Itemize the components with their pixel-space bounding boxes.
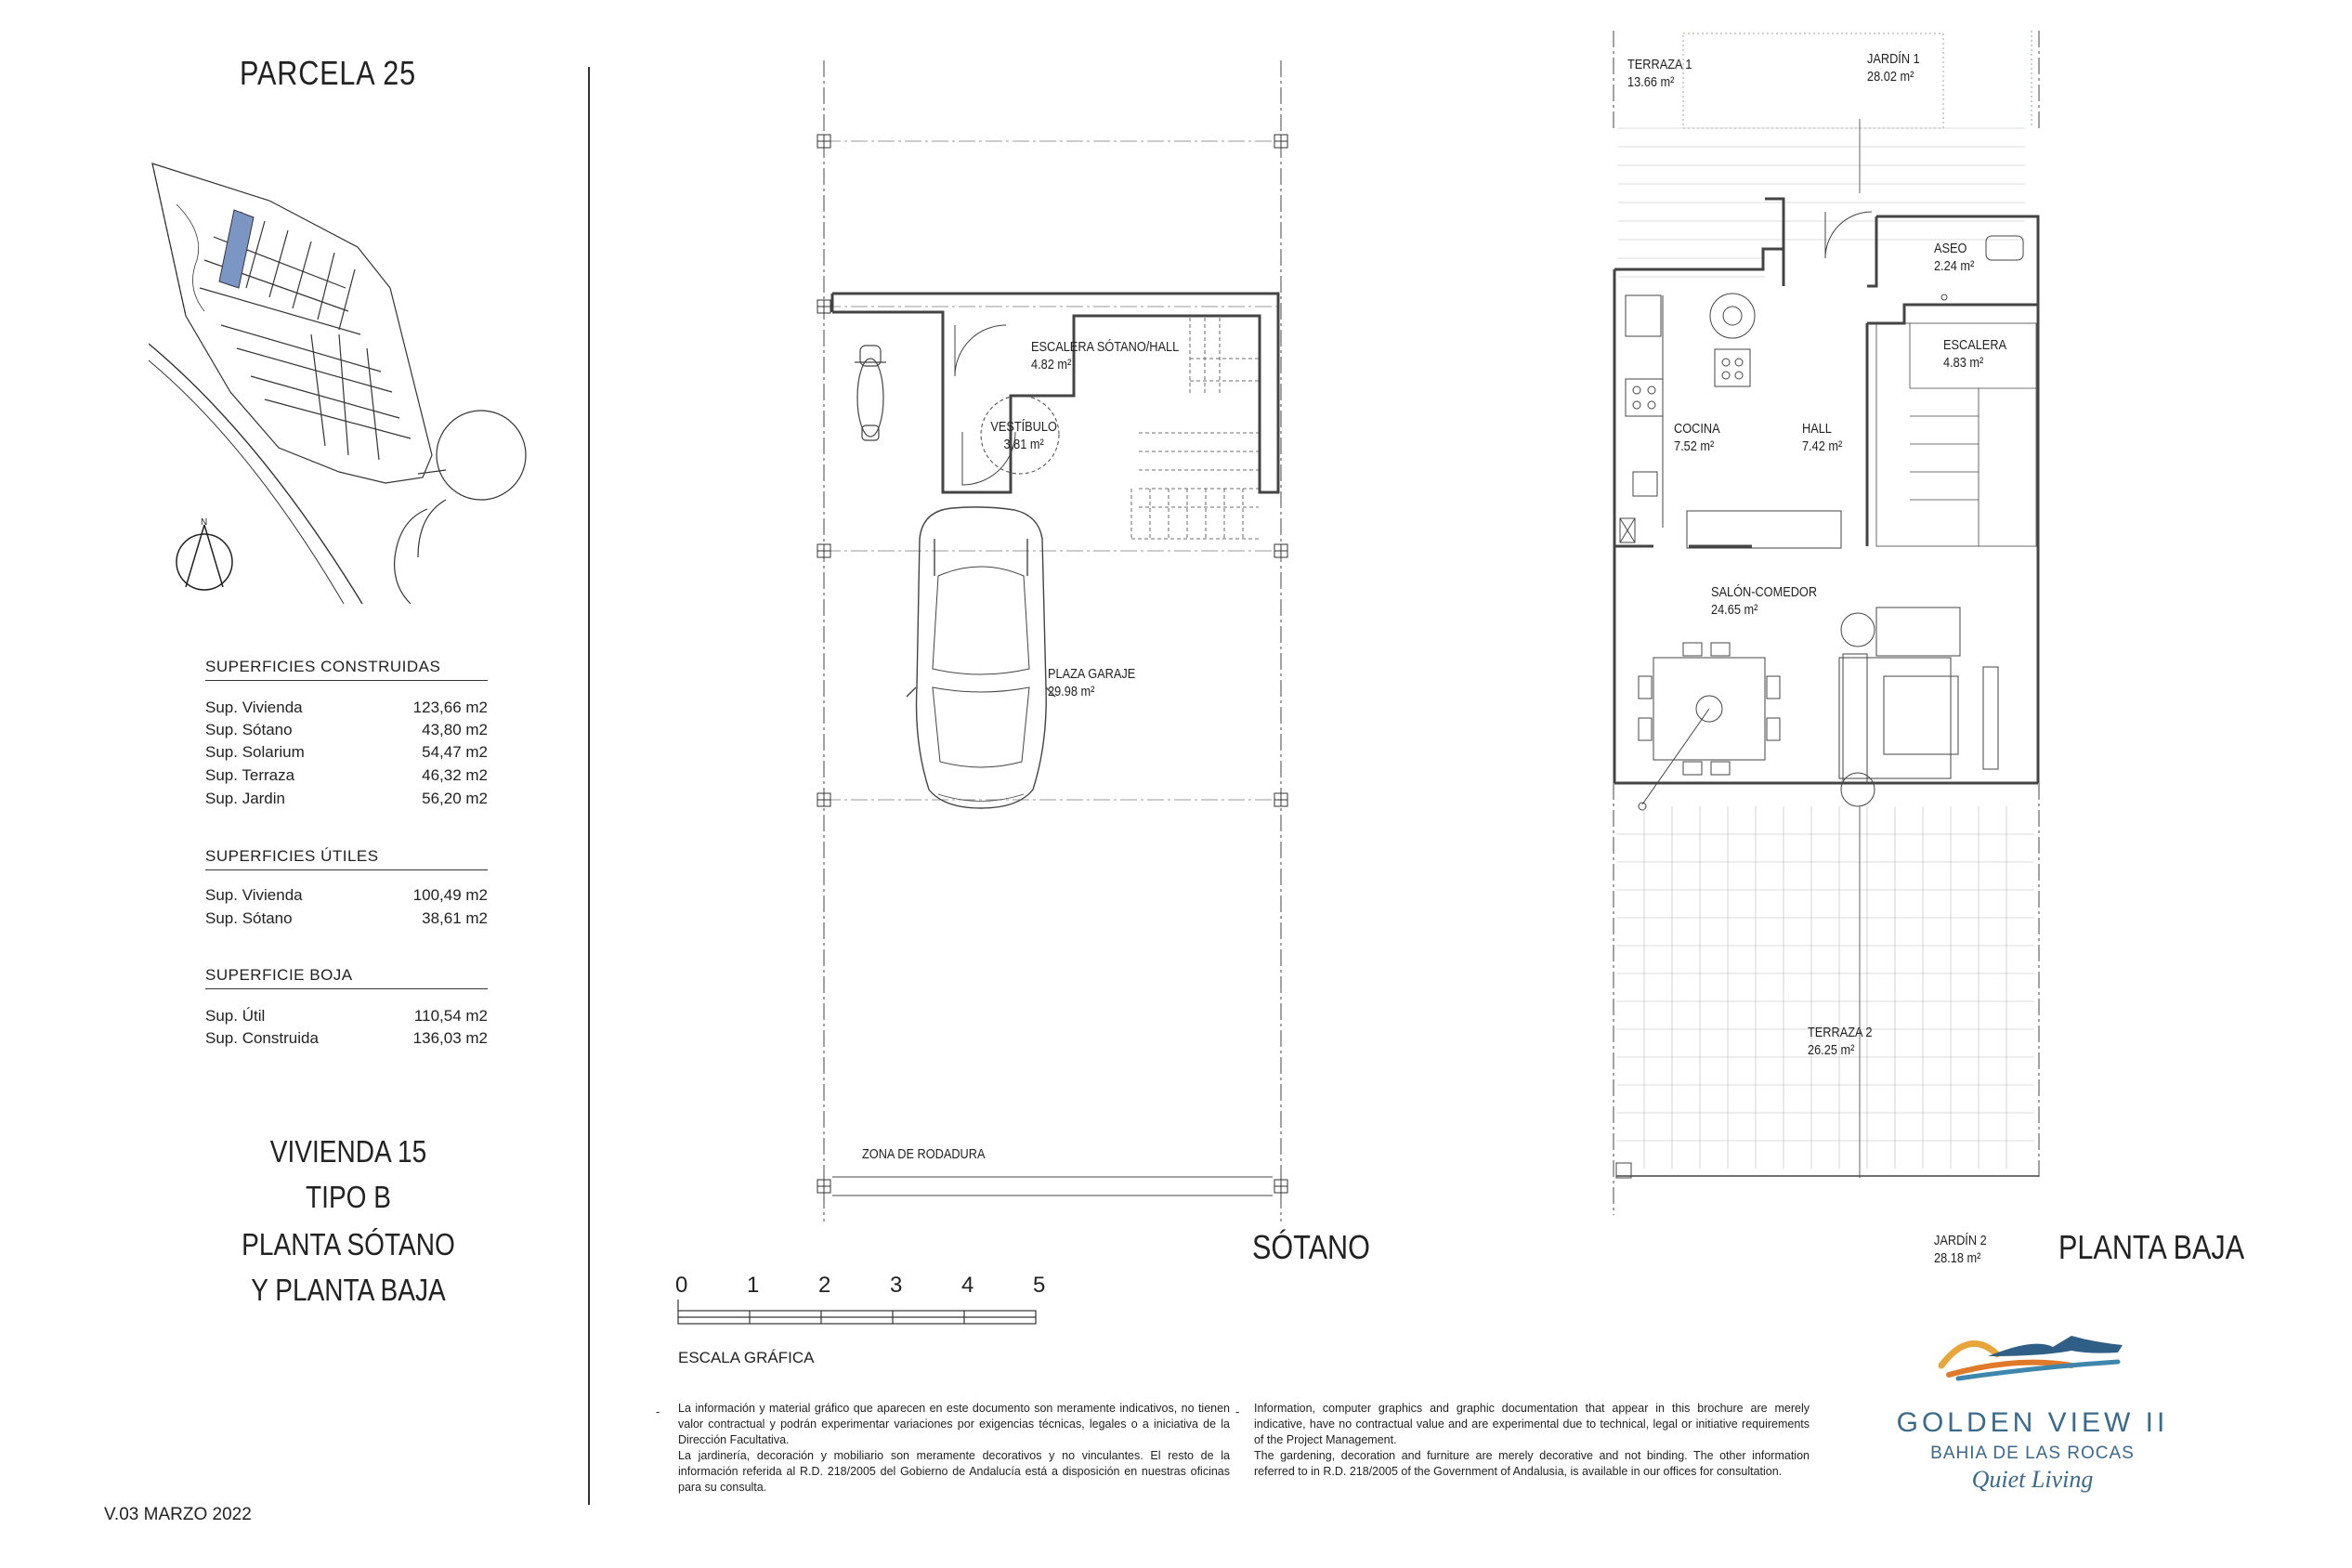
version-label: V.03 MARZO 2022 (104, 1505, 252, 1524)
boja-title: SUPERFICIE BOJA (205, 966, 488, 989)
area-row (205, 909, 488, 928)
room-area: 2.24 m² (1934, 258, 1975, 274)
area-label: Sup. Jardin (205, 790, 285, 807)
construidas-title: SUPERFICIES CONSTRUIDAS (205, 658, 488, 681)
area-value: 54,47 m2 (422, 743, 488, 761)
unit-line4: Y PLANTA BAJA (251, 1273, 446, 1307)
room-area: 7.42 m² (1802, 438, 1843, 454)
cocina-label (1674, 420, 1720, 455)
room-area: 29.98 m² (1048, 684, 1095, 699)
room-area: 28.18 m² (1934, 1250, 1981, 1266)
golden-view-logo-icon (1932, 1319, 2136, 1384)
room-area: 13.66 m² (1627, 74, 1675, 90)
site-plan (149, 149, 557, 613)
area-value: 38,61 m2 (422, 909, 488, 927)
legal-text-es: La información y material gráfico que aparecen en este documento son meramente indicativos, no tienen valor contractual y podrán experimentar variaciones por exigencias técnicas, legales o a iniciativa de la Dirección Facultativa. La jardinería, decoración y mobiliario son meramente decorativos y no vinculantes. El resto de la información referida al R.D. 218/2005 del Gobierno de Andalucía está a disposición en nuestras oficinas para su consulta. (678, 1402, 1230, 1494)
room-name: JARDÍN 1 (1867, 51, 1920, 67)
scale-label: ESCALA GRÁFICA (678, 1349, 815, 1366)
room-area: 24.65 m² (1711, 602, 1758, 618)
room-name: TERRAZA 1 (1627, 57, 1692, 72)
area-value: 56,20 m2 (422, 790, 488, 807)
room-area: 28.02 m² (1867, 69, 1914, 85)
sotano-plan (799, 56, 1319, 1226)
room-area: 4.83 m² (1943, 355, 1984, 371)
escalera-label (1943, 336, 2006, 372)
area-value: 43,80 m2 (422, 721, 488, 738)
unit-line1: VIVIENDA 15 (269, 1134, 427, 1169)
scale-tick: 0 (675, 1273, 688, 1298)
planta-baja-title: PLANTA BAJA (2058, 1228, 2245, 1266)
scale-tick: 4 (961, 1273, 974, 1298)
room-name: PLAZA GARAJE (1048, 666, 1136, 682)
scale-tick: 3 (890, 1273, 903, 1298)
area-value: 123,66 m2 (412, 699, 488, 716)
jardin1-label (1867, 50, 1920, 85)
legal-bullet-es: - (656, 1405, 660, 1418)
room-name: ESCALERA SÓTANO/HALL (1031, 339, 1180, 355)
scale-tick: 5 (1033, 1273, 1046, 1298)
area-row (205, 766, 488, 785)
room-area: 7.52 m² (1674, 438, 1715, 454)
area-row (205, 886, 488, 905)
area-value: 110,54 m2 (413, 1007, 488, 1025)
scale-tick: 1 (747, 1273, 760, 1298)
area-row (205, 1029, 488, 1048)
room-name: TERRAZA 2 (1808, 1025, 1873, 1040)
area-row (205, 699, 488, 717)
unit-line2: TIPO B (306, 1180, 391, 1214)
room-name: VESTÍBULO (990, 419, 1057, 435)
vestibulo-label (990, 418, 1057, 453)
terraza2-label (1808, 1024, 1872, 1059)
parcela-title: PARCELA 25 (240, 54, 416, 92)
room-name: HALL (1802, 421, 1832, 437)
salon-label (1711, 583, 1817, 619)
room-name: COCINA (1674, 421, 1720, 437)
brand-subtitle: BAHIA DE LAS ROCAS (1930, 1444, 2135, 1463)
area-row (205, 721, 488, 739)
area-label: Sup. Sótano (205, 909, 293, 927)
area-row (205, 1007, 488, 1026)
area-label: Sup. Sótano (205, 721, 293, 738)
aseo-label (1934, 240, 1974, 275)
north-label: N (201, 517, 208, 528)
area-row (205, 743, 488, 762)
room-area: 3.81 m² (1003, 437, 1044, 452)
sotano-title: SÓTANO (1252, 1228, 1370, 1266)
brand-tagline: Quiet Living (1971, 1466, 2094, 1493)
hall-label (1802, 420, 1842, 455)
area-label: Sup. Construida (205, 1029, 319, 1047)
jardin2-label (1934, 1232, 1987, 1267)
room-area: 4.82 m² (1031, 357, 1072, 372)
room-name: JARDÍN 2 (1934, 1233, 1987, 1248)
rodadura-label: ZONA DE RODADURA (862, 1146, 986, 1162)
escalera-sotano-label (1031, 338, 1179, 373)
scale-tick: 2 (818, 1273, 831, 1298)
room-name: ASEO (1934, 241, 1967, 256)
area-label: Sup. Útil (205, 1007, 266, 1025)
scale-bar (676, 1296, 1048, 1333)
divider-line (588, 67, 590, 1505)
area-label: Sup. Vivienda (205, 886, 303, 904)
north-arrow-icon (176, 525, 232, 590)
brand-name: GOLDEN VIEW II (1896, 1407, 2169, 1438)
legal-bullet-en: - (1235, 1405, 1240, 1418)
room-name: SALÓN-COMEDOR (1711, 584, 1818, 600)
area-value: 100,49 m2 (412, 886, 488, 904)
area-label: Sup. Terraza (205, 766, 295, 784)
utiles-title: SUPERFICIES ÚTILES (205, 847, 488, 870)
area-label: Sup. Solarium (205, 743, 305, 761)
garaje-label (1048, 665, 1135, 700)
area-value: 136,03 m2 (412, 1029, 488, 1047)
legal-text-en: Information, computer graphics and graphic documentation that appear in this brochure are merely indicative, have no contractual value and are experimental due to technical, legal or initiative requirements of the Project Management. The gardening, decoration and furniture are merely decorative and not binding. The other information referred to in R.D. 218/2005 of the Government of Andalusia, is available in our offices for consultation. (1254, 1402, 1810, 1478)
area-label: Sup. Vivienda (205, 699, 303, 716)
area-value: 46,32 m2 (422, 766, 488, 784)
area-row (205, 790, 488, 808)
terraza1-label (1627, 56, 1692, 91)
room-name: ESCALERA (1943, 337, 2007, 353)
room-area: 26.25 m² (1808, 1042, 1855, 1058)
unit-line3: PLANTA SÓTANO (242, 1227, 455, 1261)
